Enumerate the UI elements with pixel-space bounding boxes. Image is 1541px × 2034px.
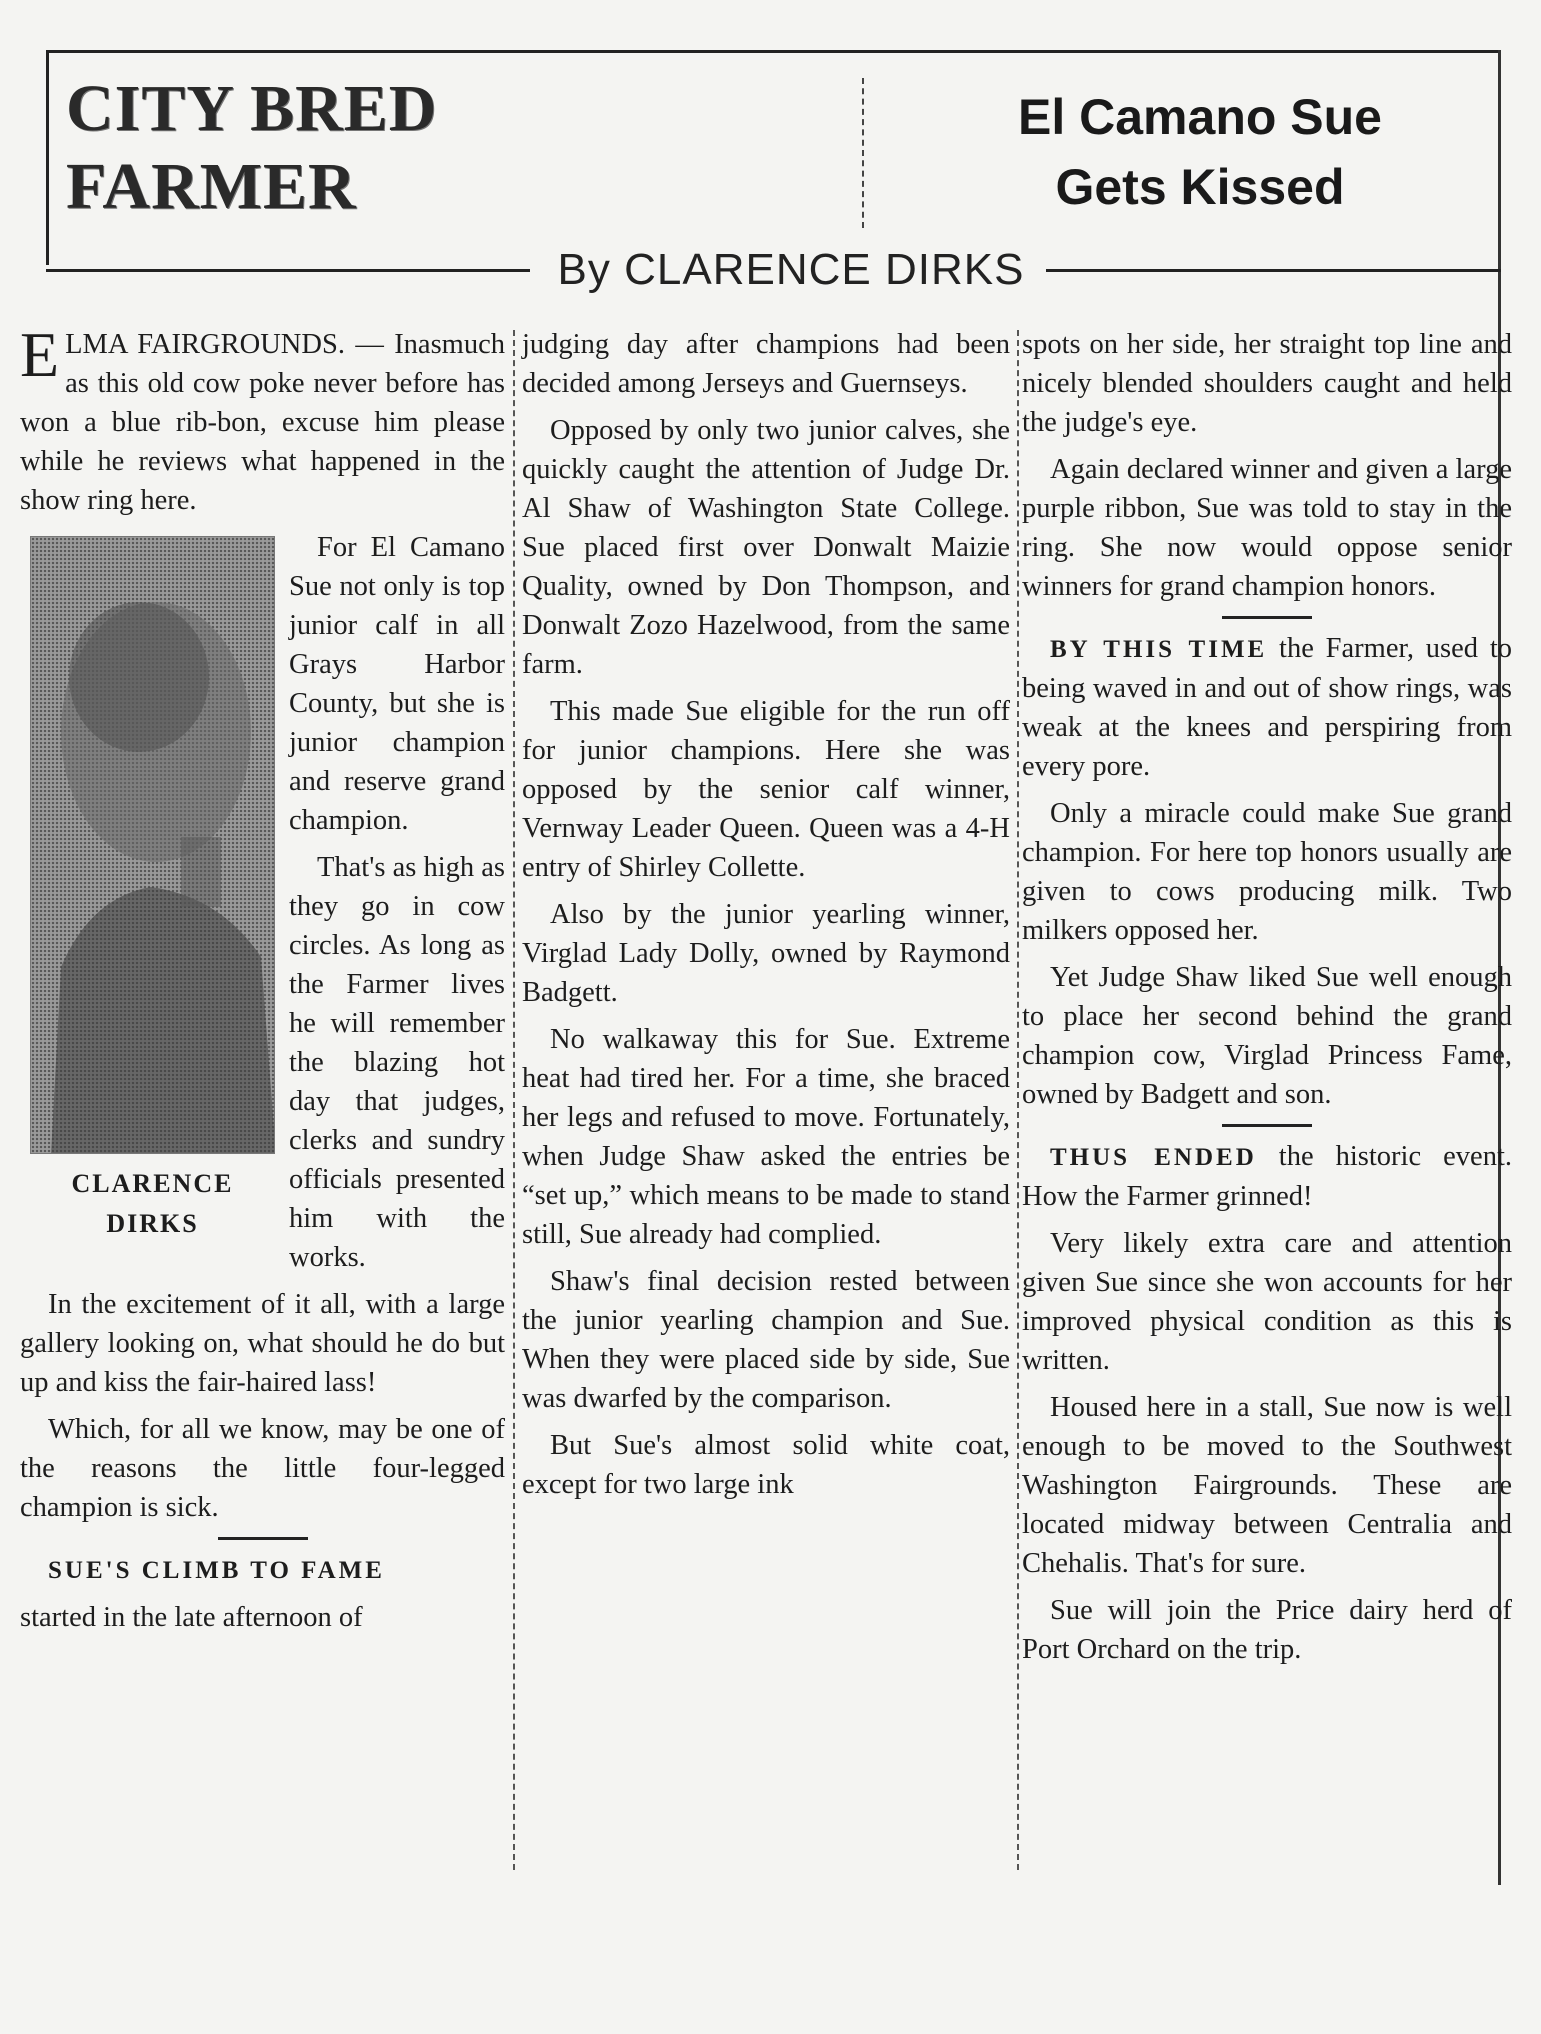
article-headline bbox=[960, 82, 1440, 222]
masthead-line-1: CITY BRED bbox=[66, 72, 438, 145]
headline-line-1: El Camano Sue bbox=[1018, 89, 1382, 145]
headline-line-2: Gets Kissed bbox=[1055, 159, 1345, 215]
article-column-3 bbox=[1022, 325, 1512, 1677]
header-divider bbox=[862, 78, 864, 228]
paragraph: Again declared winner and given a large purple ribbon, Sue was told to stay in the ring. She now would oppose senior winners for grand champion honors. bbox=[1022, 454, 1512, 602]
portrait-silhouette bbox=[31, 537, 275, 1154]
byline-row bbox=[46, 245, 1501, 295]
paragraph: That's as high as they go in cow circles. As long as the Farmer lives he will remember the blazing hot day that judges, clerks and sundry officials presented him with the works. bbox=[289, 852, 505, 1273]
paragraph: Opposed by only two junior calves, she quickly caught the attention of Judge Dr. Al Shaw of Washington State College. Sue placed first over Donwalt Maizie Quality, owned by Don Thompson, and Donwalt Zozo Hazelwood, from the same farm. bbox=[522, 415, 1010, 680]
paragraph bbox=[1022, 629, 1512, 786]
column-masthead bbox=[66, 70, 506, 226]
paragraph: In the excitement of it all, with a large gallery looking on, what should he do but up and kiss the fair-haired lass! bbox=[20, 1289, 505, 1398]
paragraph: This made Sue eligible for the run off for junior champions. Here she was opposed by the senior calf winner, Vernway Leader Queen. Queen was a 4-H entry of Shirley Collette. bbox=[522, 696, 1010, 883]
section-subhead: THUS ENDED bbox=[1050, 1144, 1257, 1171]
section-subhead: BY THIS TIME bbox=[1050, 636, 1268, 663]
paragraph: started in the late afternoon of bbox=[20, 1602, 363, 1633]
photo-caption bbox=[30, 1164, 275, 1244]
section-rule bbox=[1222, 1124, 1312, 1127]
paragraph: No walkaway this for Sue. Extreme heat had tired her. For a time, she braced her legs and refused to move. Fortunately, when Judge Shaw asked the entries be “set up,” which means to be made to stand still, Sue already had complied. bbox=[522, 1024, 1010, 1250]
paragraph: judging day after champions had been decided among Jerseys and Guernseys. bbox=[522, 329, 1010, 399]
paragraph: Sue will join the Price dairy herd of Port Orchard on the trip. bbox=[1022, 1595, 1512, 1665]
column-rule-1 bbox=[513, 330, 515, 1870]
caption-line-2: DIRKS bbox=[106, 1209, 199, 1238]
paragraph: But Sue's almost solid white coat, except for two large ink bbox=[522, 1430, 1010, 1500]
byline-rule-left bbox=[46, 269, 530, 272]
paragraph: Yet Judge Shaw liked Sue well enough to place her second behind the grand champion cow, Virglad Princess Fame, owned by Badgett and son. bbox=[1022, 962, 1512, 1110]
paragraph: Also by the junior yearling winner, Virglad Lady Dolly, owned by Raymond Badgett. bbox=[522, 899, 1010, 1008]
byline-rule-right bbox=[1046, 269, 1501, 272]
section-subhead: SUE'S CLIMB TO FAME bbox=[48, 1557, 385, 1584]
lead-paragraph bbox=[20, 319, 505, 520]
paragraph: Shaw's final decision rested between the junior yearling champion and Sue. When they were placed side by side, Sue was dwarfed by the comparison. bbox=[522, 1266, 1010, 1414]
paragraph bbox=[20, 1550, 505, 1590]
byline: By CLARENCE DIRKS bbox=[557, 245, 1025, 294]
paragraph: Only a miracle could make Sue grand champion. For here top honors usually are given to cows producing milk. Two milkers opposed her. bbox=[1022, 798, 1512, 946]
masthead-line-2: FARMER bbox=[66, 150, 357, 223]
author-portrait-photo bbox=[30, 536, 275, 1154]
lead-text: LMA FAIRGROUNDS. — Inasmuch as this old cow poke never before has won a blue rib-bon, excuse him please while he reviews what happened in the show ring here. bbox=[20, 329, 505, 516]
paragraph: spots on her side, her straight top line and nicely blended shoulders caught and held the judge's eye. bbox=[1022, 329, 1512, 438]
paragraph: Which, for all we know, may be one of the reasons the little four-legged champion is sick. bbox=[20, 1414, 505, 1523]
caption-line-1: CLARENCE bbox=[71, 1169, 234, 1198]
paragraph: Very likely extra care and attention given Sue since she won accounts for her improved physical condition as this is written. bbox=[1022, 1228, 1512, 1376]
paragraph bbox=[1022, 1137, 1512, 1216]
article-column-1 bbox=[20, 319, 505, 1645]
paragraph: For El Camano Sue not only is top junior calf in all Grays Harbor County, but she is junior champion and reserve grand champion. bbox=[289, 532, 505, 836]
article-column-2 bbox=[522, 325, 1010, 1512]
paragraph-text: the historic event. How the Farmer grinned! bbox=[1022, 1141, 1512, 1212]
column-rule-2 bbox=[1017, 330, 1019, 1870]
section-rule bbox=[218, 1537, 308, 1540]
section-rule bbox=[1222, 616, 1312, 619]
paragraph-text: the Farmer, used to being waved in and out of show rings, was weak at the knees and perspiring from every pore. bbox=[1022, 633, 1513, 782]
author-photo-block bbox=[30, 536, 275, 1244]
paragraph: Housed here in a stall, Sue now is well enough to be moved to the Southwest Washington Fairgrounds. These are located midway between Centralia and Chehalis. That's for sure. bbox=[1022, 1392, 1512, 1579]
drop-cap: E bbox=[20, 319, 60, 390]
